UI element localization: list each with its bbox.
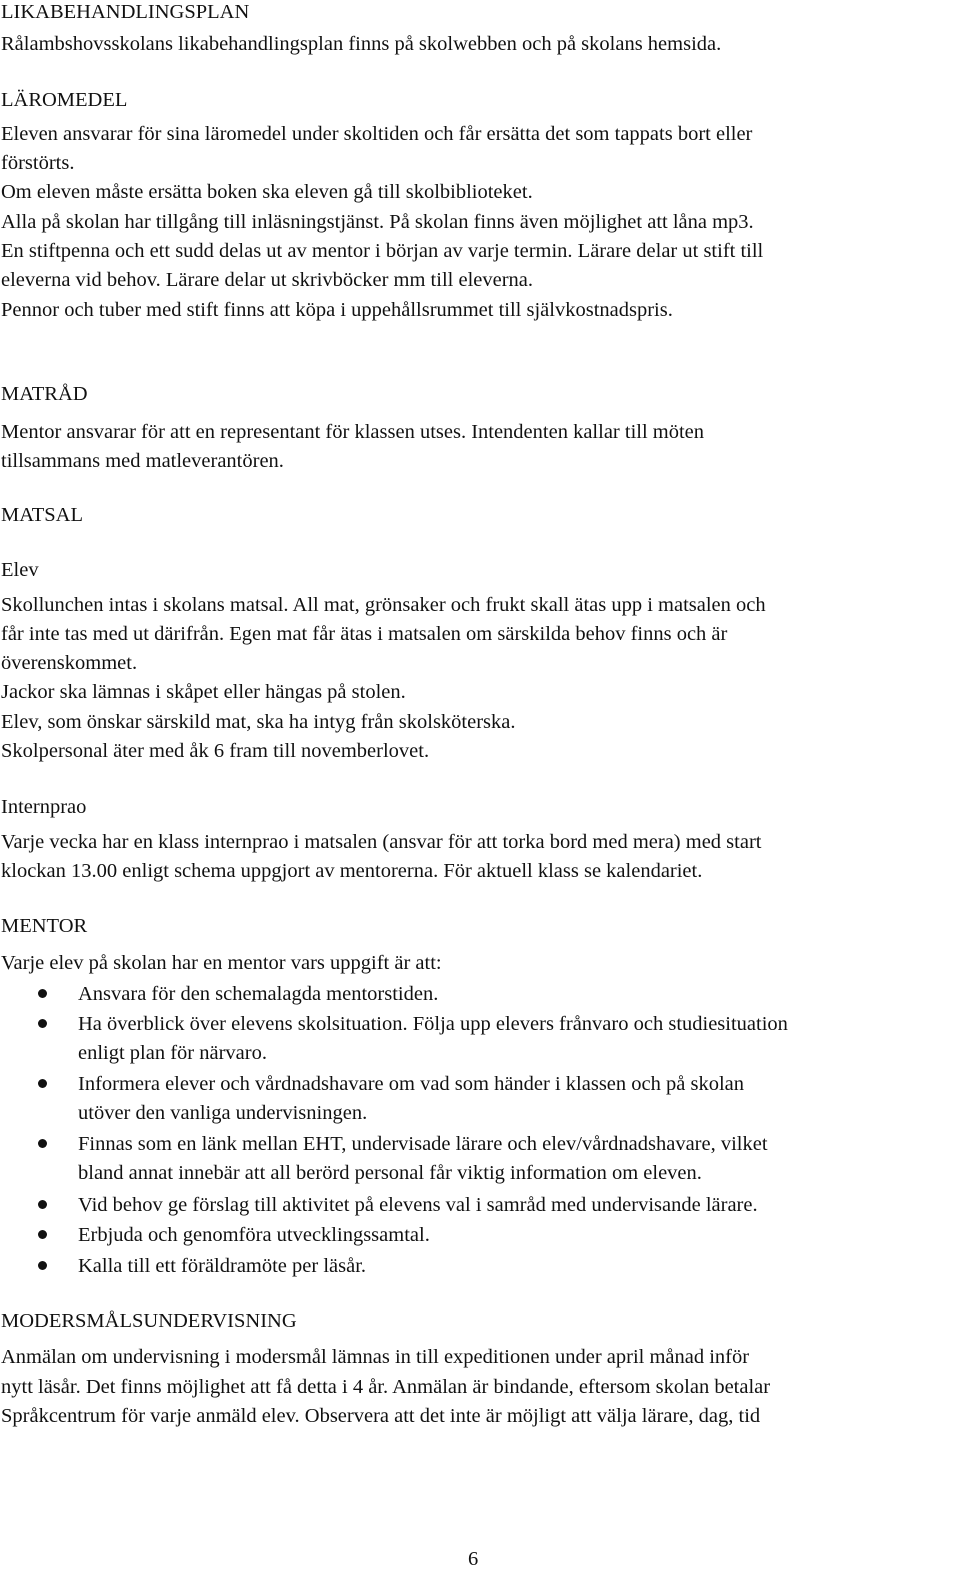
paragraph-line: eleverna vid behov. Lärare delar ut skrivböcker mm till eleverna. bbox=[1, 269, 534, 291]
list-item-line: Ha överblick över elevens skolsituation. Följa upp elevers frånvaro och studiesituation bbox=[78, 1013, 788, 1035]
paragraph-line: Språkcentrum för varje anmäld elev. Observera att det inte är möjligt att välja lärare, dag, tid bbox=[1, 1405, 761, 1427]
paragraph-line: Elev, som önskar särskild mat, ska ha intyg från skolsköterska. bbox=[1, 711, 516, 733]
list-item-line: Vid behov ge förslag till aktivitet på elevens val i samråd med undervisande lärare. bbox=[78, 1194, 758, 1216]
paragraph-line: klockan 13.00 enligt schema uppgjort av mentorerna. För aktuell klass se kalendariet. bbox=[1, 860, 703, 882]
paragraph-line: Skollunchen intas i skolans matsal. All mat, grönsaker och frukt skall ätas upp i matsalen och bbox=[1, 594, 766, 616]
paragraph-line: Jackor ska lämnas i skåpet eller hängas på stolen. bbox=[1, 681, 406, 703]
paragraph-line: Varje vecka har en klass internprao i matsalen (ansvar för att torka bord med mera) med start bbox=[1, 831, 762, 853]
list-item-line: bland annat innebär att all berörd personal får viktig information om eleven. bbox=[78, 1162, 702, 1184]
section-heading-matsal: MATSAL bbox=[1, 504, 84, 526]
paragraph-line: Alla på skolan har tillgång till inläsningstjänst. På skolan finns även möjlighet att låna mp3. bbox=[1, 211, 754, 233]
paragraph-line: Anmälan om undervisning i modersmål lämnas in till expeditionen under april månad inför bbox=[1, 1346, 750, 1368]
subheading-internprao: Internprao bbox=[1, 796, 87, 818]
bullet-point bbox=[38, 1261, 47, 1270]
list-item-line: Erbjuda och genomföra utvecklingssamtal. bbox=[78, 1224, 430, 1246]
page-number: 6 bbox=[468, 1547, 479, 1570]
list-item-line: Ansvara för den schemalagda mentorstiden. bbox=[78, 983, 439, 1005]
list-item-line: Kalla till ett föräldramöte per läsår. bbox=[78, 1255, 367, 1277]
paragraph-line: Varje elev på skolan har en mentor vars uppgift är att: bbox=[1, 952, 442, 974]
paragraph-line: En stiftpenna och ett sudd delas ut av mentor i början av varje termin. Lärare delar ut stift till bbox=[1, 240, 764, 262]
paragraph-line: Skolpersonal äter med åk 6 fram till novemberlovet. bbox=[1, 740, 430, 762]
bullet-point bbox=[38, 989, 47, 998]
paragraph-line: Pennor och tuber med stift finns att köpa i uppehållsrummet till självkostnadspris. bbox=[1, 299, 673, 321]
subheading-elev: Elev bbox=[1, 559, 39, 581]
paragraph-line: Rålambshovsskolans likabehandlingsplan finns på skolwebben och på skolans hemsida. bbox=[1, 33, 722, 55]
bullet-point bbox=[38, 1139, 47, 1148]
section-heading-matrad: MATRÅD bbox=[1, 383, 88, 405]
paragraph-line: Mentor ansvarar för att en representant för klassen utses. Intendenten kallar till möten bbox=[1, 421, 705, 443]
section-heading-modersmalsundervisning: MODERSMÅLSUNDERVISNING bbox=[1, 1310, 297, 1332]
paragraph-line: nytt läsår. Det finns möjlighet att få detta i 4 år. Anmälan är bindande, eftersom skolan betalar bbox=[1, 1376, 771, 1398]
list-item-line: Finnas som en länk mellan EHT, undervisade lärare och elev/vårdnadshavare, vilket bbox=[78, 1133, 768, 1155]
section-heading-mentor: MENTOR bbox=[1, 915, 88, 937]
paragraph-line: förstörts. bbox=[1, 152, 75, 174]
bullet-point bbox=[38, 1019, 47, 1028]
paragraph-line: tillsammans med matleverantören. bbox=[1, 450, 284, 472]
paragraph-line: överenskommet. bbox=[1, 652, 138, 674]
paragraph-line: Eleven ansvarar för sina läromedel under skoltiden och får ersätta det som tappats bort eller bbox=[1, 123, 753, 145]
paragraph-line: får inte tas med ut därifrån. Egen mat får ätas i matsalen om särskilda behov finns och är bbox=[1, 623, 728, 645]
list-item-line: enligt plan för närvaro. bbox=[78, 1042, 267, 1064]
bullet-point bbox=[38, 1079, 47, 1088]
paragraph-line: Om eleven måste ersätta boken ska eleven gå till skolbiblioteket. bbox=[1, 181, 533, 203]
bullet-point bbox=[38, 1200, 47, 1209]
list-item-line: Informera elever och vårdnadshavare om vad som händer i klassen och på skolan bbox=[78, 1073, 744, 1095]
section-heading-likabehandlingsplan: LIKABEHANDLINGSPLAN bbox=[1, 1, 250, 23]
bullet-point bbox=[38, 1230, 47, 1239]
section-heading-laromedel: LÄROMEDEL bbox=[1, 89, 128, 111]
list-item-line: utöver den vanliga undervisningen. bbox=[78, 1102, 368, 1124]
